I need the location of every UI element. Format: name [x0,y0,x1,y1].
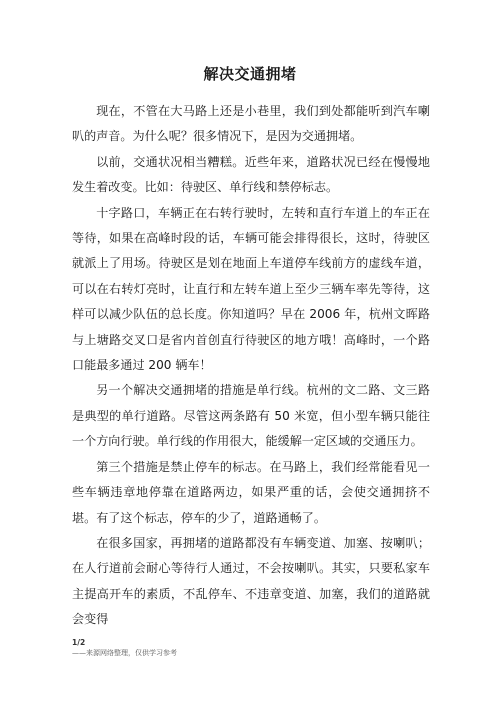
paragraph-3: 十字路口，车辆正在右转行驶时，左转和直行车道上的车正在等待，如果在高峰时段的话，车辆可能会排得很长，这时，待驶区就派上了用场。待驶区是划在地面上车道停车线前方的虚线车道，可以在右转灯亮时，让直行和左转车道上至少三辆车率先等待，这样可以减少队伍的总长度。你知道吗？早在 2006 年，杭州文晖路与上塘路交叉口是省内首创直行待驶区的地方哦！高峰时，一个路口能最多通过 200 辆车！ [72,205,430,373]
paragraph-2: 以前，交通状况相当糟糕。近些年来，道路状况已经在慢慢地发生着改变。比如：待驶区、单行线和禁停标志。 [72,154,430,195]
paragraph-4: 另一个解决交通拥堵的措施是单行线。杭州的文二路、文三路是典型的单行道路。尽管这两条路有 50 米宽，但小型车辆只能往一个方向行驶。单行线的作用很大，能缓解一定区域的交通压力。 [72,383,430,449]
paragraph-6: 在很多国家，再拥堵的道路都没有车辆变道、加塞、按喇叭；在人行道前会耐心等待行人通过，不会按喇叭。其实，只要私家车主提高开车的素质，不乱停车、不违章变道、加塞，我们的道路就会变得 [72,535,430,627]
source-note: ——来源网络整理，仅供学习参考 [72,649,177,657]
page-number: 1/2 [72,638,86,647]
document-title: 解决交通拥堵 [203,65,297,83]
paragraph-5: 第三个措施是禁止停车的标志。在马路上，我们经常能看见一些车辆违章地停靠在道路两边，如果严重的话，会使交通拥挤不堪。有了这个标志，停车的少了，道路通畅了。 [72,459,430,525]
document-body [72,99,430,633]
paragraph-1: 现在，不管在大马路上还是小巷里，我们到处都能听到汽车喇叭的声音。为什么呢？很多情况下，是因为交通拥堵。 [72,104,430,144]
page-footer [72,638,177,658]
